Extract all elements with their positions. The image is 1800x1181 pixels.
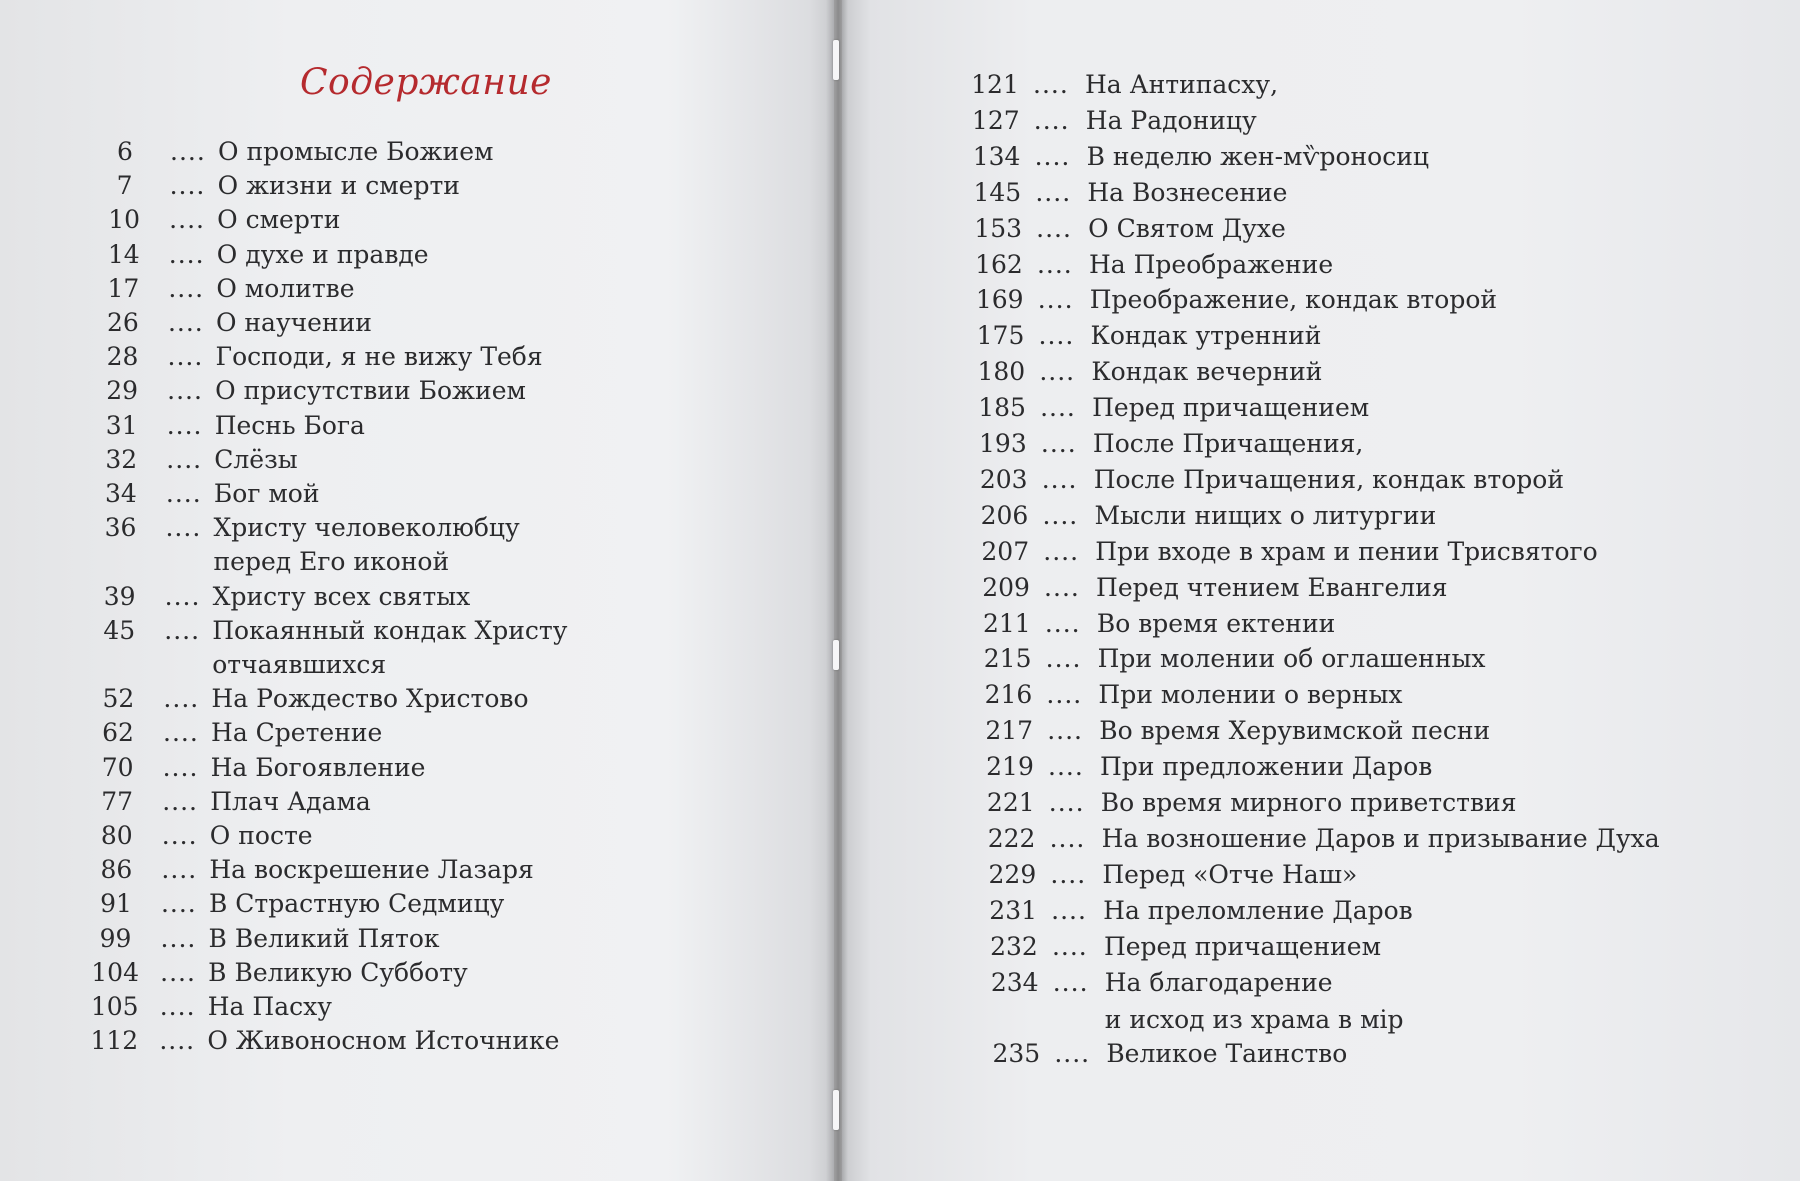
toc-entry-title: Христу всех святых <box>212 581 471 611</box>
toc-page-number: 36 <box>104 513 137 543</box>
toc-page-number: 169 <box>975 285 1024 315</box>
toc-page-number: 221 <box>986 788 1035 817</box>
toc-page-number: 153 <box>974 213 1023 243</box>
toc-leader-dots: .... <box>1051 895 1087 925</box>
toc-leader-dots: .... <box>159 992 196 1021</box>
toc-page-number: 31 <box>105 410 138 440</box>
toc-leader-dots: .... <box>1048 752 1084 782</box>
toc-leader-dots: .... <box>1038 321 1075 351</box>
toc-page-number: 14 <box>107 239 140 269</box>
toc-entry-title-continued: перед Его иконой <box>213 547 450 577</box>
toc-entry-title: Во время ектении <box>1096 608 1336 638</box>
toc-entry-title: Песнь Бога <box>214 410 365 440</box>
toc-page-number: 62 <box>102 718 134 748</box>
toc-leader-dots: .... <box>160 923 197 953</box>
toc-page-number: 7 <box>116 171 133 201</box>
toc-page-number: 209 <box>982 572 1030 602</box>
toc-leader-dots: .... <box>1045 644 1082 674</box>
toc-page-number: 26 <box>107 308 139 337</box>
toc-page-number: 91 <box>100 889 132 919</box>
toc-leader-dots: .... <box>1044 608 1081 638</box>
toc-page-number: 112 <box>90 1026 139 1056</box>
toc-leader-dots: .... <box>164 615 201 645</box>
toc-page-number: 28 <box>106 342 139 372</box>
toc-leader-dots: .... <box>1040 429 1077 458</box>
toc-entry-title: Кондак утренний <box>1090 321 1322 351</box>
toc-entry-title: Перед причащением <box>1092 393 1370 423</box>
toc-leader-dots: .... <box>1049 823 1086 853</box>
toc-leader-dots: .... <box>167 376 203 406</box>
toc-page-number: 217 <box>985 716 1034 746</box>
toc-leader-dots: .... <box>169 171 206 201</box>
toc-page-number: 86 <box>100 855 133 885</box>
toc-page-number: 235 <box>992 1039 1041 1069</box>
toc-entry-title: Преображение, кондак второй <box>1089 285 1498 315</box>
toc-leader-dots: .... <box>170 137 206 166</box>
toc-leader-dots: .... <box>1036 213 1072 243</box>
toc-page-number: 6 <box>117 137 133 166</box>
toc-entry-title: На Антипасху, <box>1085 70 1279 99</box>
toc-leader-dots: .... <box>166 410 203 440</box>
toc-leader-dots: .... <box>165 479 202 508</box>
toc-page-number: 219 <box>986 752 1034 782</box>
toc-entry-title: О Живоносном Источнике <box>207 1026 560 1056</box>
toc-entry-title: После Причащения, <box>1092 429 1364 458</box>
toc-page-number: 216 <box>984 680 1033 710</box>
toc-page-number: 32 <box>105 444 138 474</box>
toc-leader-dots: .... <box>1046 680 1083 710</box>
toc-entry-title: Перед «Отче Наш» <box>1102 859 1358 889</box>
toc-entry-title: Мысли нищих о литургии <box>1094 500 1437 530</box>
toc-entry-title: О научении <box>215 308 372 337</box>
toc-leader-dots: .... <box>1040 393 1076 423</box>
toc-page-number: 34 <box>104 479 137 508</box>
toc-leader-dots: .... <box>161 855 198 885</box>
toc-entry-title: О молитве <box>216 273 355 303</box>
toc-leader-dots: .... <box>162 786 198 816</box>
right-page <box>842 0 1800 1181</box>
toc-entry-title: Слёзы <box>214 444 298 474</box>
toc-leader-dots: .... <box>1043 536 1080 566</box>
toc-page-number: 222 <box>987 823 1036 853</box>
toc-list-right <box>842 0 1800 1181</box>
toc-page-number: 185 <box>978 393 1026 423</box>
toc-leader-dots: .... <box>167 342 204 372</box>
toc-page-number: 162 <box>975 249 1023 279</box>
toc-page-number: 80 <box>100 821 133 850</box>
binding-stitch <box>833 40 839 80</box>
toc-leader-dots: .... <box>161 821 198 850</box>
toc-leader-dots: .... <box>1042 500 1079 530</box>
toc-leader-dots: .... <box>1047 716 1083 746</box>
toc-entry-title: На возношение Даров и призывание Духа <box>1101 823 1660 853</box>
toc-entry-title: В Великий Пяток <box>208 923 440 953</box>
toc-leader-dots: .... <box>1052 967 1089 997</box>
toc-entry-title: В неделю жен-мѷроносиц <box>1086 141 1429 171</box>
binding-stitch <box>833 1090 839 1130</box>
toc-page-number: 232 <box>990 931 1038 961</box>
toc-leader-dots: .... <box>163 718 199 748</box>
toc-entry-title: О промысле Божием <box>218 137 494 166</box>
toc-entry-title: В Страстную Седмицу <box>208 889 505 919</box>
toc-leader-dots: .... <box>167 308 204 337</box>
toc-page-number: 207 <box>981 536 1030 566</box>
toc-entry-title: Христу человеколюбцу <box>213 513 520 543</box>
toc-page-number: 29 <box>106 376 139 406</box>
toc-leader-dots: .... <box>1039 357 1076 387</box>
toc-entry-title: О посте <box>209 821 313 850</box>
toc-page-number: 193 <box>979 429 1027 458</box>
toc-entry-title: Господи, я не вижу Тебя <box>215 342 543 372</box>
toc-leader-dots: .... <box>159 1026 196 1056</box>
toc-leader-dots: .... <box>169 205 205 235</box>
toc-entry-title: Плач Адама <box>210 786 371 816</box>
toc-leader-dots: .... <box>1034 141 1071 171</box>
toc-leader-dots: .... <box>1035 177 1072 207</box>
toc-entry-title: При молении о верных <box>1098 680 1403 710</box>
toc-entry-title: О духе и правде <box>216 239 429 269</box>
toc-page-number: 127 <box>971 105 1020 135</box>
toc-entry-title: На Вознесение <box>1087 177 1288 207</box>
toc-entry-title: При входе в храм и пении Трисвятого <box>1095 536 1598 566</box>
toc-leader-dots: .... <box>1033 105 1070 135</box>
toc-entry-title: На Радоницу <box>1085 105 1257 135</box>
toc-entry-title: На Богоявление <box>210 752 426 782</box>
toc-leader-dots: .... <box>1036 249 1073 279</box>
toc-leader-dots: .... <box>166 444 203 474</box>
toc-entry-title: На преломление Даров <box>1103 895 1413 925</box>
toc-entry-title: О смерти <box>217 205 341 235</box>
toc-entry-title: О присутствии Божием <box>215 376 526 406</box>
toc-entry-title: При предложении Даров <box>1100 752 1433 782</box>
toc-page-number: 121 <box>971 70 1019 99</box>
toc-entry-title: На Сретение <box>211 718 383 748</box>
toc-entry-title: В Великую Субботу <box>208 957 468 987</box>
toc-page-number: 175 <box>976 321 1025 351</box>
toc-entry-title: На Пасху <box>207 992 332 1021</box>
toc-leader-dots: .... <box>1054 1039 1091 1069</box>
toc-leader-dots: .... <box>164 581 201 611</box>
toc-list-left <box>0 0 834 1181</box>
toc-entry-title-continued: и исход из храма в мір <box>1104 1004 1404 1034</box>
toc-entry-title-continued: отчаявшихся <box>212 649 387 679</box>
toc-entry-title: При молении об оглашенных <box>1097 644 1486 674</box>
toc-page-number: 180 <box>977 357 1026 387</box>
toc-leader-dots: .... <box>1033 70 1069 99</box>
toc-page-number: 211 <box>982 608 1031 638</box>
toc-leader-dots: .... <box>163 684 200 714</box>
toc-entry-title: На Рождество Христово <box>211 684 529 714</box>
toc-page-number: 70 <box>101 752 134 782</box>
toc-entry-title: Во время мирного приветствия <box>1100 788 1517 817</box>
toc-leader-dots: .... <box>162 752 199 782</box>
toc-leader-dots: .... <box>168 273 205 303</box>
toc-leader-dots: .... <box>1050 859 1087 889</box>
binding-stitch <box>833 640 839 670</box>
toc-entry-title: О жизни и смерти <box>217 171 460 201</box>
toc-entry-title: Кондак вечерний <box>1091 357 1323 387</box>
toc-page-number: 45 <box>103 615 136 645</box>
toc-page-number: 105 <box>90 992 139 1021</box>
toc-page-number: 39 <box>103 581 136 611</box>
toc-entry-title: Перед причащением <box>1103 931 1382 961</box>
toc-entry-title: Бог мой <box>213 479 320 508</box>
toc-entry-title: Великое Таинство <box>1106 1039 1348 1069</box>
toc-page-number: 229 <box>988 859 1037 889</box>
left-page <box>0 0 834 1181</box>
toc-leader-dots: .... <box>165 513 202 543</box>
toc-page-number: 52 <box>102 684 135 714</box>
toc-page-number: 134 <box>972 141 1021 171</box>
toc-page-number: 145 <box>973 177 1022 207</box>
toc-page-number: 231 <box>989 895 1038 925</box>
toc-entry-title: На благодарение <box>1104 967 1333 997</box>
toc-page-number: 203 <box>979 464 1028 494</box>
toc-entry-title: Во время Херувимской песни <box>1099 716 1491 746</box>
toc-page-number: 10 <box>108 205 141 235</box>
toc-page-number: 17 <box>107 273 140 303</box>
toc-leader-dots: .... <box>1051 931 1088 961</box>
toc-leader-dots: .... <box>168 239 205 269</box>
toc-page-number: 77 <box>101 786 134 816</box>
toc-entry-title: На Преображение <box>1088 249 1334 279</box>
page-title: Содержание <box>300 62 552 103</box>
toc-leader-dots: .... <box>1037 285 1074 315</box>
toc-leader-dots: .... <box>1048 788 1085 817</box>
toc-entry-title: Перед чтением Евангелия <box>1096 572 1448 602</box>
toc-entry-title: Покаянный кондак Христу <box>212 615 568 645</box>
toc-entry-title: На воскрешение Лазаря <box>209 855 534 885</box>
toc-page-number: 234 <box>990 967 1039 997</box>
toc-leader-dots: .... <box>160 957 196 987</box>
toc-entry-title: После Причащения, кондак второй <box>1093 464 1564 494</box>
toc-page-number: 99 <box>99 923 132 953</box>
book-gutter <box>826 0 848 1181</box>
toc-leader-dots: .... <box>1044 572 1080 602</box>
toc-page-number: 206 <box>980 500 1029 530</box>
toc-leader-dots: .... <box>1041 464 1078 494</box>
toc-page-number: 215 <box>983 644 1032 674</box>
toc-leader-dots: .... <box>160 889 197 919</box>
toc-entry-title: О Святом Духе <box>1088 213 1286 243</box>
toc-page-number: 104 <box>91 957 139 987</box>
